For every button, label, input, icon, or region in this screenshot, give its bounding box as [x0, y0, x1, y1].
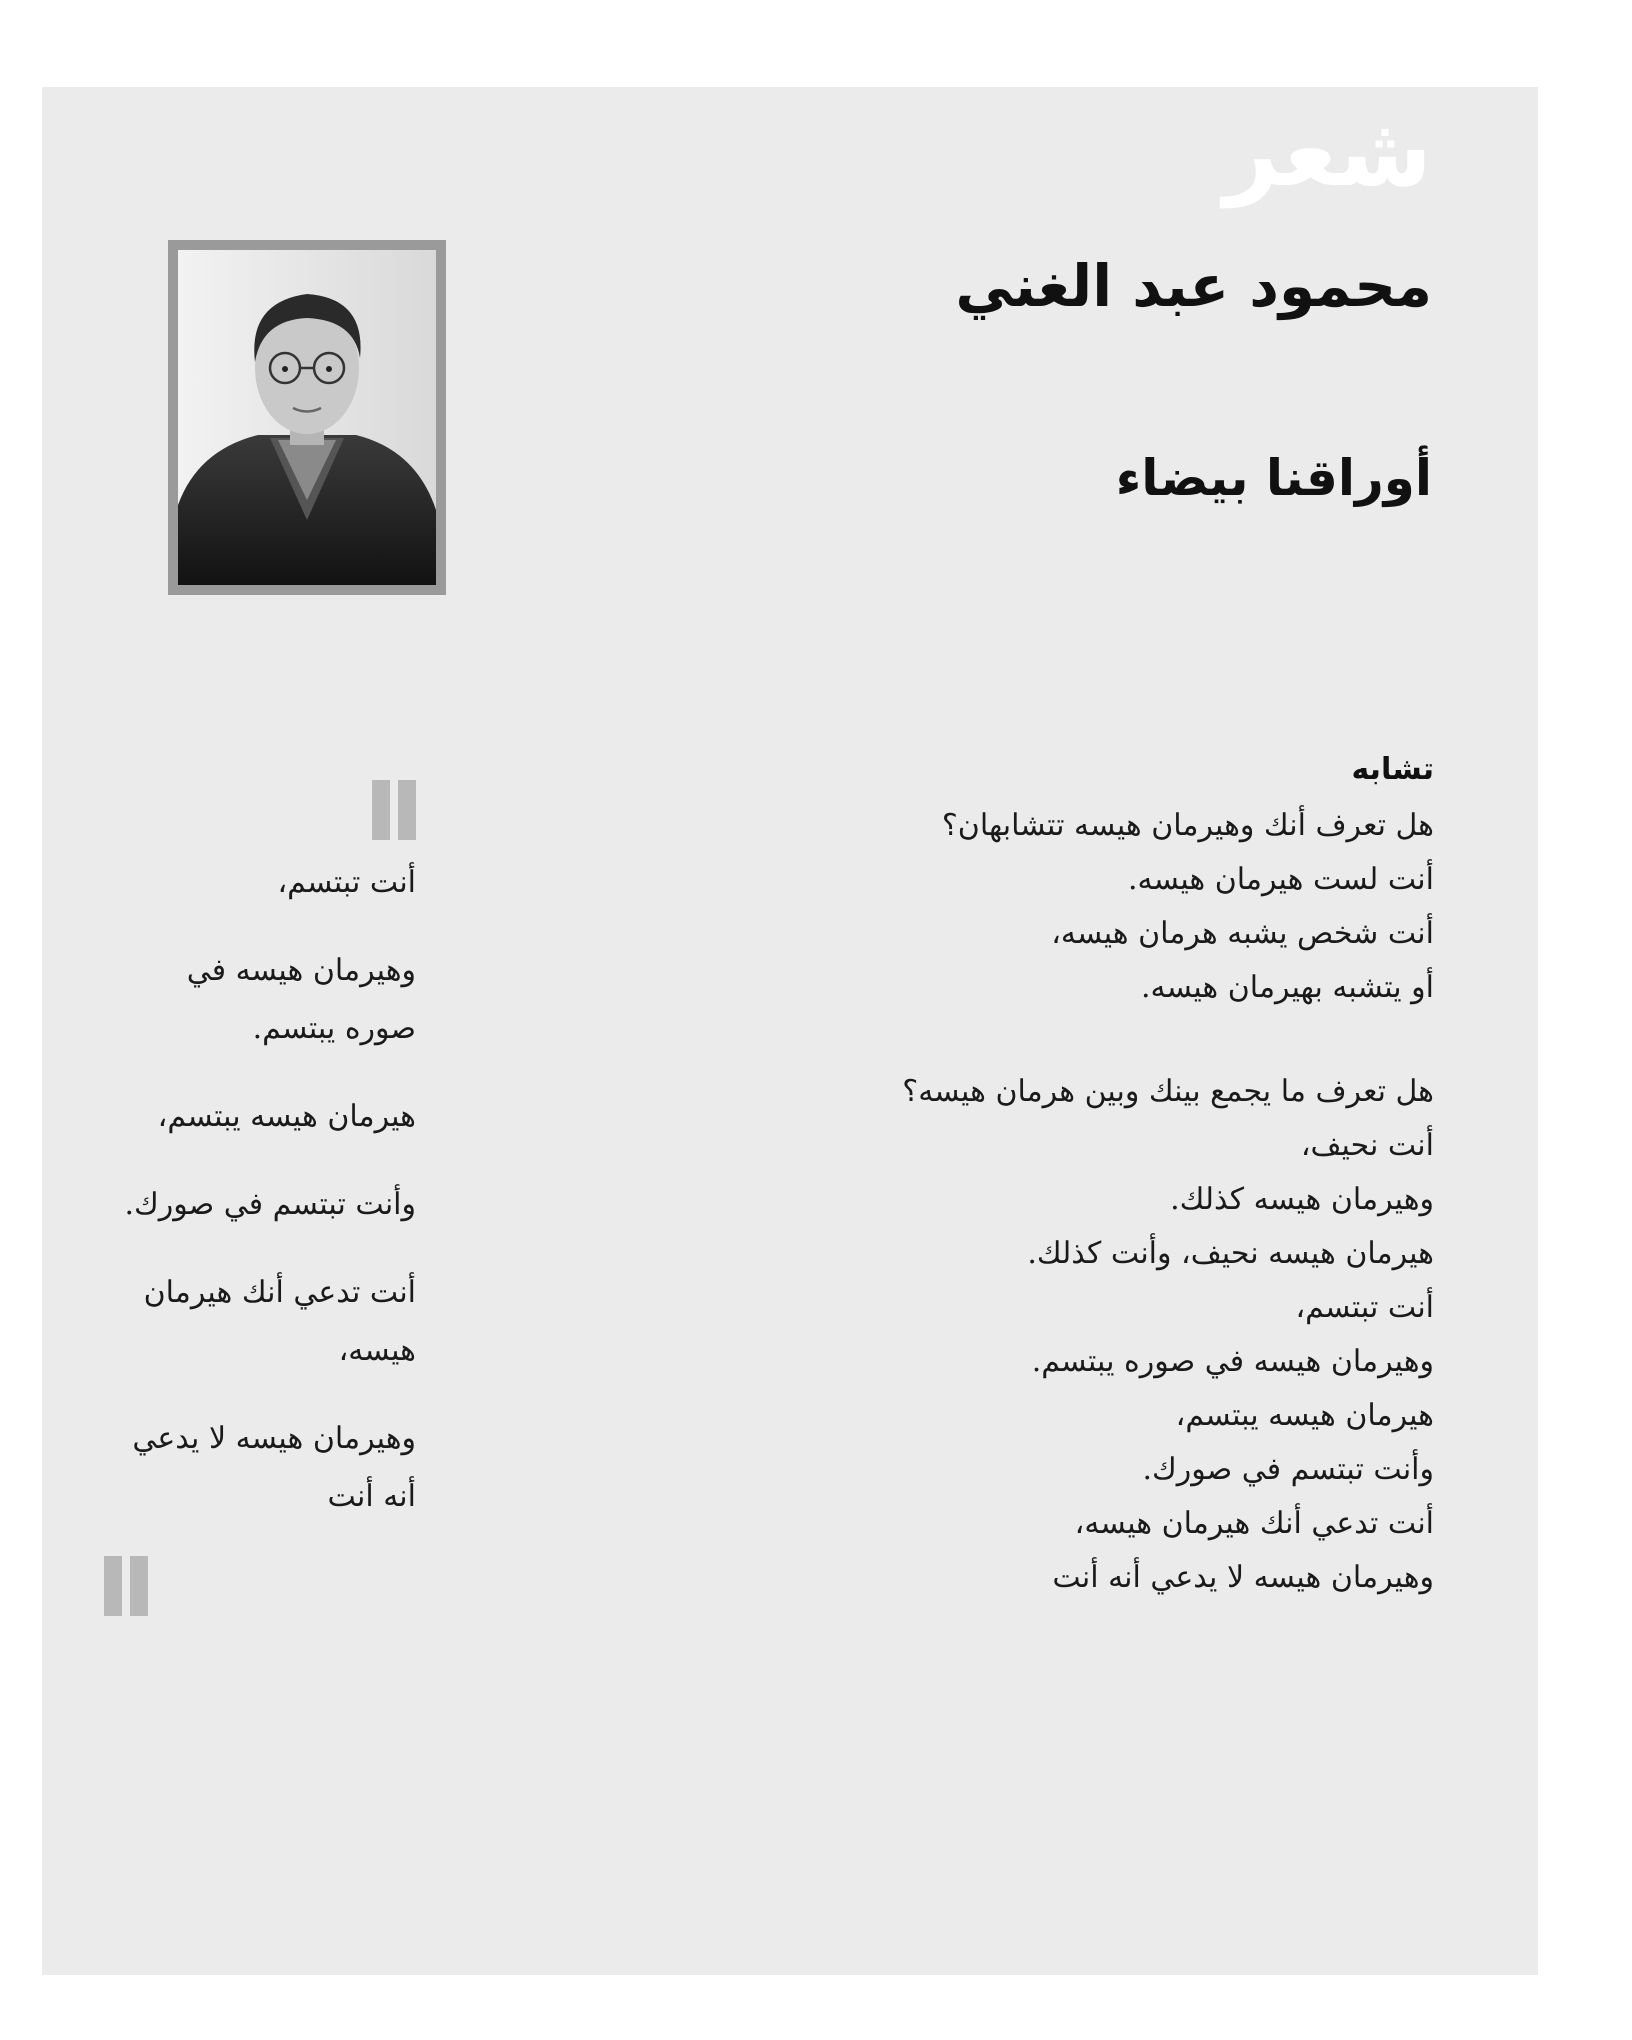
poem-body [794, 750, 1434, 1655]
poem-line: أنت شخص يشبه هرمان هيسه، [1051, 916, 1434, 951]
poem-line: هيرمان هيسه يبتسم، [1175, 1398, 1434, 1433]
poem-line: وهيرمان هيسه كذلك. [1170, 1182, 1434, 1217]
poem-line: أو يتشبه بهيرمان هيسه. [1140, 970, 1434, 1005]
poem-line: أنت نحيف، [1300, 1128, 1434, 1163]
pull-quote-line: وأنت تبتسم في صورك. [124, 1187, 416, 1222]
author-portrait-image [178, 250, 436, 585]
pull-quote-line: هيرمان هيسه يبتسم، [157, 1099, 416, 1134]
poem-line: هيرمان هيسه نحيف، وأنت كذلك. [1027, 1236, 1434, 1271]
pull-quote-line: أنت تدعي أنك هيرمان هيسه، [143, 1275, 416, 1368]
poem-line: هل تعرف أنك وهيرمان هيسه تتشابهان؟ [941, 808, 1434, 843]
pull-quote-text [108, 854, 416, 1526]
author-name: محمود عبد الغني [955, 252, 1432, 320]
poem-line: أنت لست هيرمان هيسه. [1127, 862, 1434, 897]
pull-quote-line: وهيرمان هيسه لا يدعي أنه أنت [132, 1421, 416, 1514]
stanza-2 [794, 1065, 1434, 1605]
poem-line: أنت تدعي أنك هيرمان هيسه، [1074, 1506, 1434, 1541]
pull-quote-line: أنت تبتسم، [277, 865, 416, 900]
poem-title: أوراقنا بيضاء [1115, 449, 1432, 507]
stanza-1 [794, 799, 1434, 1015]
poem-line: هل تعرف ما يجمع بينك وبين هرمان هيسه؟ [902, 1074, 1434, 1109]
pull-quote-line: وهيرمان هيسه في صوره يبتسم. [186, 953, 416, 1046]
quote-close-icon [104, 1556, 416, 1616]
poem-subtitle: تشابه [1351, 752, 1434, 787]
poem-line: أنت تبتسم، [1295, 1290, 1434, 1325]
section-tag: شعر [1223, 96, 1432, 208]
poem-line: وأنت تبتسم في صورك. [1142, 1452, 1434, 1487]
poem-line: وهيرمان هيسه لا يدعي أنه أنت [1052, 1560, 1434, 1595]
poem-line: وهيرمان هيسه في صوره يبتسم. [1031, 1344, 1434, 1379]
pull-quote [108, 780, 416, 1616]
author-photo [168, 240, 446, 595]
quote-open-icon [108, 780, 416, 840]
